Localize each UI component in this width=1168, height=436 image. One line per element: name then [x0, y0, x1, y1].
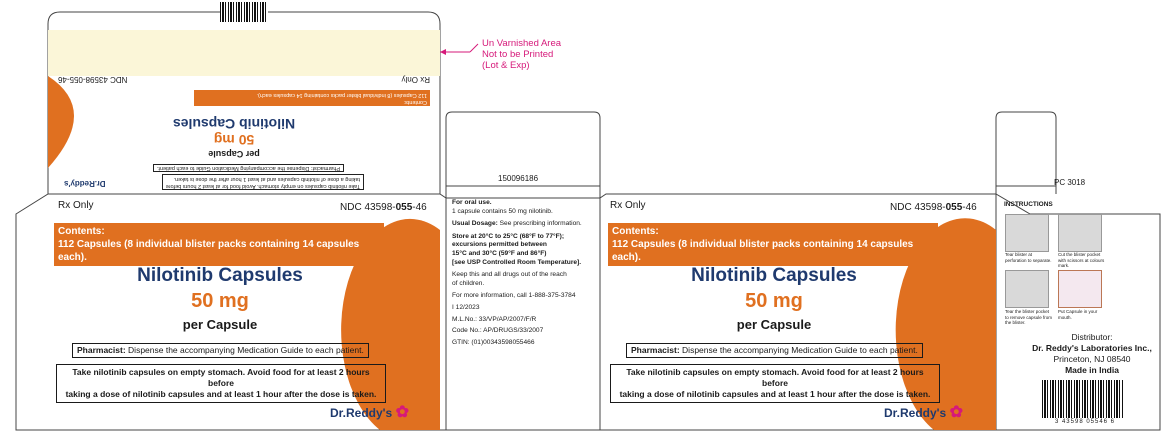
brand-name: Dr.Reddy's	[330, 406, 393, 420]
capsule-contains: 1 capsule contains 50 mg nilotinib.	[452, 207, 553, 215]
pharmacist-text: Dispense the accompanying Medication Guide to each patient.	[128, 345, 364, 355]
per-capsule-2: per Capsule	[736, 317, 812, 332]
ml-number: M.L.No.: 33/VP/AP/2007/F/R	[452, 315, 537, 323]
ndc-bold: 055	[945, 202, 963, 213]
barcode-digits: 3 43598 05546 6	[1054, 419, 1116, 425]
warning-line1: Take nilotinib capsules on empty stomach. Avoid food for at least 2 hours before	[626, 367, 924, 388]
pharmacist-text: Dispense the accompanying Medication Guide to each patient.	[682, 345, 918, 355]
usual-dosage: See prescribing information.	[499, 220, 582, 228]
ndc-2	[890, 202, 977, 213]
contents-band-1	[54, 223, 384, 266]
step2-text: Cut the blister pocket with scissors at colours mark.	[1058, 252, 1105, 268]
ndc-bold: 055	[395, 202, 413, 213]
side-panel-text	[452, 199, 594, 347]
step3-text: Tear the blister pocket to remove capsule from the blister.	[1005, 309, 1053, 325]
ndc-suffix: -46	[962, 202, 977, 213]
ndc-prefix: NDC 43598-	[340, 202, 396, 213]
contents-label: Contents:	[612, 226, 659, 237]
warning-line2: taking a dose of nilotinib capsules and at least 1 hour after the dose is taken.	[65, 389, 377, 399]
side-code-number: 150096186	[498, 174, 539, 183]
pharmacist-label: Pharmacist:	[631, 345, 680, 355]
contents-band-2	[608, 223, 938, 266]
storage-line4: [see USP Controlled Room Temperature].	[452, 258, 582, 266]
brand-logo-2	[884, 402, 963, 422]
storage-line3: 15°C and 30°C (59°F and 86°F)	[452, 249, 547, 257]
code-number: Code No.: AP/DRUGS/33/2007	[452, 327, 544, 335]
warning-box-1	[56, 364, 386, 403]
rx-only-2: Rx Only	[610, 200, 646, 211]
step1-text: Tear blister at perforation to separate.	[1005, 252, 1052, 263]
top-flap-rx: Rx Only	[401, 75, 430, 84]
distributor-block	[1026, 332, 1158, 376]
oral-use: For oral use.	[452, 199, 492, 206]
warning-line2: taking a dose of nilotinib capsules and at least 1 hour after the dose is taken.	[619, 389, 931, 399]
step1-image	[1005, 214, 1049, 252]
top-flap-brand: Dr.Reddy's	[64, 179, 106, 188]
top-flap-pharm: Pharmacist: Dispense the accompanying Medication Guide to each patient.	[153, 164, 344, 172]
storage-line1: Store at 20°C to 25°C (68°F to 77°F);	[452, 232, 565, 240]
varnish-note-line2: Not to be Printed	[482, 49, 554, 60]
brand-name: Dr.Reddy's	[884, 406, 947, 420]
distributor-city: Princeton, NJ 08540	[1053, 354, 1131, 364]
varnish-note-line1: Un Varnished Area	[482, 38, 562, 49]
distributor-label: Distributor:	[1071, 332, 1113, 342]
top-flap-contents-text: 112 Capsules (8 individual blister packs containing 14 capsules each).	[256, 92, 427, 98]
top-barcode	[220, 2, 268, 22]
brand-molecule-icon: ✿	[949, 404, 963, 421]
keep-line2: of children.	[452, 279, 485, 287]
brand-logo-1	[330, 402, 409, 422]
varnish-note-line3: (Lot & Exp)	[482, 60, 530, 71]
top-flap-ndc: NDC 43598-055-46	[58, 75, 128, 84]
storage-line2: excursions permitted between	[452, 241, 547, 249]
brand-molecule-icon: ✿	[395, 404, 409, 421]
pharmacist-label: Pharmacist:	[77, 345, 126, 355]
pc-code: PC 3018	[1054, 178, 1086, 187]
ndc-1	[340, 202, 427, 213]
instructions-title: INSTRUCTIONS	[1004, 201, 1053, 208]
top-flap-warn2: taking a dose of nilotinib capsules and at least 1 hour after the dose is taken.	[173, 176, 360, 182]
varnish-note	[482, 38, 561, 71]
contents-text: 112 Capsules (8 individual blister packs containing 14 capsules each).	[58, 239, 360, 263]
per-capsule-1: per Capsule	[182, 317, 258, 332]
distributor-company: Dr. Reddy's Laboratories Inc.,	[1032, 343, 1152, 353]
upc-barcode	[1042, 380, 1124, 418]
contents-label: Contents:	[58, 226, 105, 237]
contents-text: 112 Capsules (8 individual blister packs containing 14 capsules each).	[612, 239, 914, 263]
step2-image	[1058, 214, 1102, 252]
drug-name-2: Nilotinib Capsules	[691, 265, 857, 286]
strength-2: 50 mg	[745, 290, 803, 312]
step4-text: Put Capsule in your mouth.	[1058, 309, 1098, 320]
issue-date: I 12/2023	[452, 303, 480, 311]
warning-line1: Take nilotinib capsules on empty stomach. Avoid food for at least 2 hours before	[72, 367, 370, 388]
top-flap-content	[54, 70, 434, 190]
top-flap-strength: 50 mg	[213, 132, 255, 148]
top-flap-warn1: Take nilotinib capsules on empty stomach. Avoid food for at least 2 hours before	[165, 183, 360, 189]
keep-line1: Keep this and all drugs out of the reach	[452, 271, 567, 279]
pharmacist-box-1	[72, 343, 369, 358]
rx-only-1: Rx Only	[58, 200, 94, 211]
info-line: For more information, call 1-888-375-3784	[452, 292, 576, 300]
warning-box-2	[610, 364, 940, 403]
strength-1: 50 mg	[191, 290, 249, 312]
made-in: Made in India	[1065, 365, 1119, 375]
ndc-suffix: -46	[412, 202, 427, 213]
usual-dosage-label: Usual Dosage:	[452, 220, 498, 228]
top-flap-contents-label: Contents:	[403, 99, 427, 105]
drug-name-1: Nilotinib Capsules	[137, 265, 303, 286]
step3-image	[1005, 270, 1049, 308]
gtin: GTIN: (01)00343598055466	[452, 338, 535, 346]
top-flap-drug: Nilotinib Capsules	[172, 116, 296, 132]
pharmacist-box-2	[626, 343, 923, 358]
top-flap-per: per Capsule	[208, 149, 260, 159]
step4-image	[1058, 270, 1102, 308]
ndc-prefix: NDC 43598-	[890, 202, 946, 213]
